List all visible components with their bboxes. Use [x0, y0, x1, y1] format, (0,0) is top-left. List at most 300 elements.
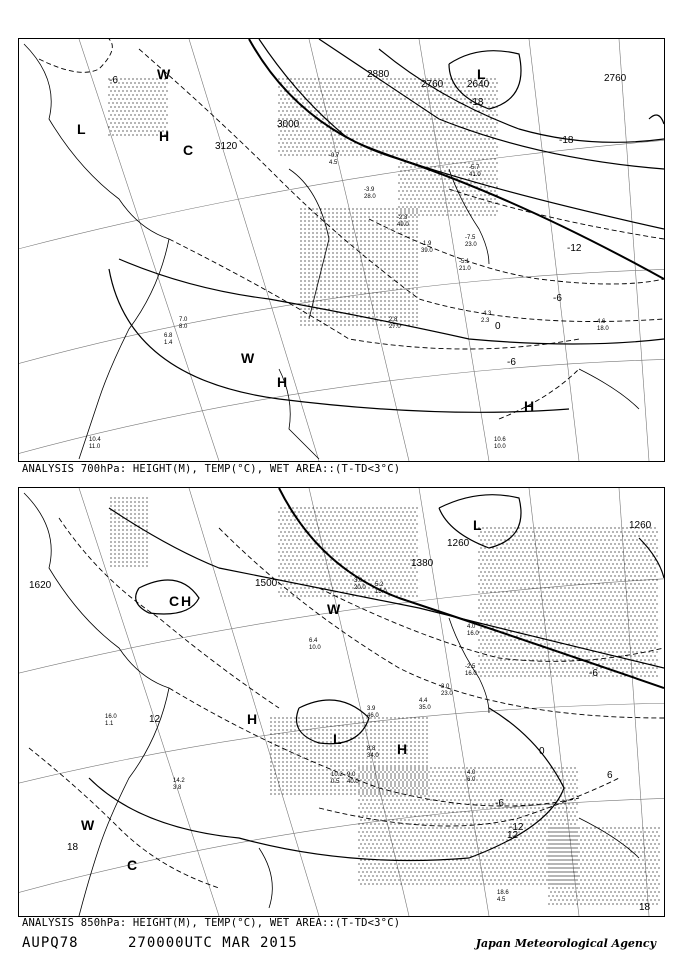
- wet-area-dot: [570, 559, 571, 560]
- wet-area-dot: [316, 252, 317, 253]
- wet-area-dot: [388, 308, 389, 309]
- wet-area-dot: [298, 110, 299, 111]
- wet-area-dot: [318, 535, 319, 536]
- wet-area-dot: [406, 543, 407, 544]
- wet-area-dot: [576, 667, 577, 668]
- wet-area-dot: [588, 571, 589, 572]
- wet-area-dot: [376, 595, 377, 596]
- wet-area-dot: [326, 559, 327, 560]
- wet-area-dot: [442, 150, 443, 151]
- wet-area-dot: [378, 118, 379, 119]
- wet-area-dot: [544, 531, 545, 532]
- wet-area-dot: [114, 565, 115, 566]
- wet-area-dot: [510, 655, 511, 656]
- wet-area-dot: [352, 507, 353, 508]
- wet-area-dot: [142, 525, 143, 526]
- wet-area-dot: [404, 531, 405, 532]
- wet-area-dot: [328, 82, 329, 83]
- wet-area-dot: [480, 122, 481, 123]
- wet-area-dot: [364, 531, 365, 532]
- wet-area-dot: [380, 138, 381, 139]
- wet-area-dot: [560, 547, 561, 548]
- wet-area-dot: [338, 551, 339, 552]
- wet-area-dot: [318, 134, 319, 135]
- wet-area-dot: [324, 240, 325, 241]
- wet-area-dot: [356, 304, 357, 305]
- wet-area-dot: [490, 647, 491, 648]
- wet-area-dot: [614, 551, 615, 552]
- wet-area-dot: [492, 635, 493, 636]
- wet-area-dot: [404, 114, 405, 115]
- wet-area-dot: [566, 527, 567, 528]
- wet-area-dot: [606, 599, 607, 600]
- wet-area-dot: [362, 134, 363, 135]
- wet-area-dot: [284, 114, 285, 115]
- wet-area-dot: [416, 292, 417, 293]
- wet-area-dot: [600, 675, 601, 676]
- wet-area-dot: [432, 98, 433, 99]
- wet-area-dot: [562, 639, 563, 640]
- wet-area-dot: [352, 308, 353, 309]
- wet-area-dot: [458, 198, 459, 199]
- wet-area-dot: [416, 106, 417, 107]
- wet-area-dot: [372, 284, 373, 285]
- wet-area-dot: [564, 675, 565, 676]
- wet-area-dot: [530, 567, 531, 568]
- wet-area-dot: [118, 521, 119, 522]
- wet-area-dot: [522, 655, 523, 656]
- wet-area-dot: [566, 631, 567, 632]
- wet-area-dot: [488, 675, 489, 676]
- wet-area-dot: [290, 535, 291, 536]
- wet-area-dot: [338, 543, 339, 544]
- wet-area-dot: [436, 178, 437, 179]
- wet-area-dot: [484, 138, 485, 139]
- wet-area-dot: [308, 308, 309, 309]
- wet-area-dot: [374, 94, 375, 95]
- wet-area-dot: [436, 154, 437, 155]
- wet-area-dot: [282, 110, 283, 111]
- wet-area-dot: [574, 615, 575, 616]
- wet-area-dot: [488, 138, 489, 139]
- wet-area-dot: [566, 559, 567, 560]
- wet-area-dot: [350, 118, 351, 119]
- wet-area-dot: [138, 521, 139, 522]
- wet-area-dot: [412, 507, 413, 508]
- wet-area-dot: [536, 579, 537, 580]
- wet-area-dot: [350, 575, 351, 576]
- wet-area-dot: [604, 603, 605, 604]
- wet-area-dot: [578, 575, 579, 576]
- wet-area-dot: [412, 272, 413, 273]
- wet-area-dot: [344, 555, 345, 556]
- wet-area-dot: [360, 312, 361, 313]
- wet-area-dot: [602, 663, 603, 664]
- wet-area-dot: [390, 543, 391, 544]
- wet-area-dot: [350, 519, 351, 520]
- wet-area-dot: [438, 158, 439, 159]
- wet-area-dot: [620, 531, 621, 532]
- wet-area-dot: [560, 659, 561, 660]
- wet-area-dot: [380, 212, 381, 213]
- wet-area-dot: [404, 178, 405, 179]
- wet-area-dot: [620, 563, 621, 564]
- wet-area-dot: [334, 583, 335, 584]
- wet-area-dot: [316, 288, 317, 289]
- wet-area-dot: [414, 150, 415, 151]
- wet-area-dot: [304, 563, 305, 564]
- wet-area-dot: [570, 631, 571, 632]
- wet-area-dot: [398, 511, 399, 512]
- wet-area-dot: [562, 583, 563, 584]
- wet-area-dot: [442, 102, 443, 103]
- wet-area-dot: [486, 615, 487, 616]
- wet-area-dot: [288, 515, 289, 516]
- wet-area-dot: [596, 619, 597, 620]
- wet-area-dot: [328, 272, 329, 273]
- wet-area-dot: [368, 252, 369, 253]
- wet-area-dot: [154, 90, 155, 91]
- wet-area-dot: [566, 567, 567, 568]
- wet-area-dot: [478, 551, 479, 552]
- wet-area-dot: [438, 110, 439, 111]
- wet-area-dot: [528, 619, 529, 620]
- wet-area-dot: [502, 551, 503, 552]
- wet-area-dot: [486, 663, 487, 664]
- wet-area-dot: [416, 272, 417, 273]
- wet-area-dot: [480, 154, 481, 155]
- wet-area-dot: [312, 515, 313, 516]
- wet-area-dot: [118, 98, 119, 99]
- wet-area-dot: [512, 587, 513, 588]
- wet-area-dot: [616, 547, 617, 548]
- wet-area-dot: [372, 130, 373, 131]
- wet-area-dot: [312, 571, 313, 572]
- wet-area-dot: [116, 110, 117, 111]
- wet-area-dot: [408, 186, 409, 187]
- wet-area-dot: [424, 122, 425, 123]
- wet-area-dot: [366, 126, 367, 127]
- wet-area-dot: [368, 515, 369, 516]
- wet-area-dot: [372, 555, 373, 556]
- wet-area-dot: [476, 194, 477, 195]
- wet-area-dot: [538, 623, 539, 624]
- wet-area-dot: [430, 118, 431, 119]
- wet-area-dot: [502, 527, 503, 528]
- wet-area-dot: [620, 539, 621, 540]
- wet-area-dot: [386, 118, 387, 119]
- wet-area-dot: [436, 146, 437, 147]
- wet-area-dot: [502, 599, 503, 600]
- wet-area-dot: [420, 202, 421, 203]
- wet-area-dot: [410, 166, 411, 167]
- wet-area-dot: [348, 579, 349, 580]
- wet-area-dot: [382, 110, 383, 111]
- wet-area-dot: [464, 106, 465, 107]
- wet-area-dot: [444, 146, 445, 147]
- wet-area-dot: [486, 214, 487, 215]
- wet-area-dot: [320, 272, 321, 273]
- wet-area-dot: [134, 533, 135, 534]
- wet-area-dot: [560, 571, 561, 572]
- wet-area-dot: [294, 102, 295, 103]
- wet-area-dot: [528, 587, 529, 588]
- wet-area-dot: [444, 210, 445, 211]
- wet-area-dot: [386, 551, 387, 552]
- wet-area-dot: [430, 182, 431, 183]
- wet-area-dot: [480, 675, 481, 676]
- wet-area-dot: [488, 595, 489, 596]
- wet-area-dot: [486, 182, 487, 183]
- wet-area-dot: [128, 78, 129, 79]
- wet-area-dot: [404, 154, 405, 155]
- wet-area-dot: [574, 583, 575, 584]
- wet-area-dot: [418, 142, 419, 143]
- wet-area-dot: [376, 515, 377, 516]
- wet-area-dot: [316, 146, 317, 147]
- wet-area-dot: [368, 122, 369, 123]
- wet-area-dot: [300, 130, 301, 131]
- wet-area-dot: [132, 118, 133, 119]
- wet-area-dot: [122, 561, 123, 562]
- wet-area-dot: [542, 599, 543, 600]
- wet-area-dot: [554, 615, 555, 616]
- wet-area-dot: [392, 507, 393, 508]
- wet-area-dot: [488, 122, 489, 123]
- wet-area-dot: [308, 507, 309, 508]
- wet-area-dot: [114, 497, 115, 498]
- wet-area-dot: [574, 551, 575, 552]
- wet-area-dot: [524, 595, 525, 596]
- wet-area-dot: [336, 82, 337, 83]
- wet-area-dot: [416, 154, 417, 155]
- wet-area-dot: [378, 535, 379, 536]
- wet-area-dot: [386, 559, 387, 560]
- wet-area-dot: [486, 631, 487, 632]
- wet-area-dot: [558, 591, 559, 592]
- wet-area-dot: [402, 86, 403, 87]
- wet-area-dot: [444, 82, 445, 83]
- wet-area-dot: [550, 615, 551, 616]
- wet-area-dot: [344, 595, 345, 596]
- wet-area-dot: [314, 559, 315, 560]
- wet-area-dot: [348, 82, 349, 83]
- wet-area-dot: [504, 563, 505, 564]
- wet-area-dot: [336, 272, 337, 273]
- wet-area-dot: [386, 575, 387, 576]
- wet-area-dot: [536, 611, 537, 612]
- wet-area-dot: [360, 228, 361, 229]
- wet-area-dot: [586, 575, 587, 576]
- wet-area-dot: [356, 232, 357, 233]
- wet-area-dot: [416, 507, 417, 508]
- wet-area-dot: [300, 114, 301, 115]
- wet-area-dot: [488, 114, 489, 115]
- wet-area-dot: [320, 208, 321, 209]
- wet-area-dot: [468, 210, 469, 211]
- wet-area-dot: [142, 114, 143, 115]
- wet-area-dot: [366, 110, 367, 111]
- station-value: 39.0: [421, 248, 433, 254]
- wet-area-dot: [328, 268, 329, 269]
- wet-area-dot: [376, 106, 377, 107]
- wet-area-dot: [534, 559, 535, 560]
- wet-area-dot: [430, 158, 431, 159]
- wet-area-dot: [342, 150, 343, 151]
- wet-area-dot: [588, 587, 589, 588]
- wet-area-dot: [554, 583, 555, 584]
- wet-area-dot: [564, 659, 565, 660]
- wet-area-dot: [398, 206, 399, 207]
- wet-area-dot: [146, 565, 147, 566]
- wet-area-dot: [330, 78, 331, 79]
- wet-area-dot: [566, 591, 567, 592]
- wet-area-dot: [366, 519, 367, 520]
- wet-area-dot: [368, 256, 369, 257]
- wet-area-dot: [508, 587, 509, 588]
- wet-area-dot: [310, 86, 311, 87]
- wet-area-dot: [506, 583, 507, 584]
- wet-area-dot: [398, 575, 399, 576]
- wet-area-dot: [358, 591, 359, 592]
- wet-area-dot: [396, 122, 397, 123]
- wet-area-dot: [518, 599, 519, 600]
- wet-area-dot: [280, 146, 281, 147]
- wet-area-dot: [372, 208, 373, 209]
- wet-area-dot: [422, 198, 423, 199]
- wet-area-dot: [466, 126, 467, 127]
- wet-area-dot: [378, 511, 379, 512]
- wet-area-dot: [382, 551, 383, 552]
- station-value: -4.3: [481, 311, 492, 317]
- wet-area-dot: [152, 126, 153, 127]
- wet-area-dot: [336, 276, 337, 277]
- wet-area-dot: [140, 134, 141, 135]
- wet-area-dot: [484, 90, 485, 91]
- wet-area-dot: [400, 186, 401, 187]
- wet-area-dot: [336, 138, 337, 139]
- wet-area-dot: [400, 146, 401, 147]
- wet-area-dot: [538, 559, 539, 560]
- wet-area-dot: [390, 527, 391, 528]
- wet-area-dot: [282, 142, 283, 143]
- wet-area-dot: [616, 571, 617, 572]
- wet-area-dot: [138, 130, 139, 131]
- wet-area-dot: [404, 300, 405, 301]
- wet-area-dot: [404, 296, 405, 297]
- wet-area-dot: [446, 86, 447, 87]
- wet-area-dot: [480, 555, 481, 556]
- wet-area-dot: [532, 595, 533, 596]
- wet-area-dot: [532, 675, 533, 676]
- wet-area-dot: [314, 583, 315, 584]
- wet-area-dot: [532, 603, 533, 604]
- wet-area-dot: [538, 615, 539, 616]
- wet-area-dot: [326, 134, 327, 135]
- wet-area-dot: [356, 555, 357, 556]
- wet-area-dot: [342, 527, 343, 528]
- wet-area-dot: [604, 643, 605, 644]
- wet-area-dot: [328, 232, 329, 233]
- wet-area-dot: [496, 82, 497, 83]
- wet-area-dot: [562, 671, 563, 672]
- wet-area-dot: [556, 539, 557, 540]
- wet-area-dot: [368, 228, 369, 229]
- wet-area-dot: [568, 579, 569, 580]
- wet-area-dot: [518, 535, 519, 536]
- wet-area-dot: [414, 214, 415, 215]
- wet-area-dot: [376, 256, 377, 257]
- wet-area-dot: [332, 98, 333, 99]
- wet-area-dot: [562, 607, 563, 608]
- wet-area-dot: [392, 228, 393, 229]
- wet-area-dot: [118, 525, 119, 526]
- wet-area-dot: [554, 639, 555, 640]
- wet-area-dot: [308, 555, 309, 556]
- wet-area-dot: [400, 154, 401, 155]
- wet-area-dot: [580, 675, 581, 676]
- wet-area-dot: [468, 202, 469, 203]
- wet-area-dot: [360, 563, 361, 564]
- wet-area-dot: [450, 158, 451, 159]
- wet-area-dot: [338, 150, 339, 151]
- wet-area-dot: [312, 523, 313, 524]
- wet-area-dot: [322, 583, 323, 584]
- wet-area-dot: [590, 575, 591, 576]
- wet-area-dot: [348, 220, 349, 221]
- wet-area-dot: [506, 527, 507, 528]
- wet-area-dot: [552, 675, 553, 676]
- wet-area-dot: [556, 659, 557, 660]
- wet-area-dot: [340, 232, 341, 233]
- wet-area-dot: [550, 671, 551, 672]
- wet-area-dot: [352, 563, 353, 564]
- wet-area-dot: [438, 174, 439, 175]
- wet-area-dot: [108, 126, 109, 127]
- wet-area-dot: [366, 86, 367, 87]
- wet-area-dot: [414, 511, 415, 512]
- wet-area-dot: [300, 316, 301, 317]
- wet-area-dot: [384, 114, 385, 115]
- wet-area-dot: [352, 154, 353, 155]
- wet-area-dot: [296, 98, 297, 99]
- wet-area-dot: [364, 272, 365, 273]
- wet-area-dot: [380, 90, 381, 91]
- wet-area-dot: [450, 206, 451, 207]
- wet-area-dot: [596, 571, 597, 572]
- wet-area-dot: [318, 78, 319, 79]
- wet-area-dot: [110, 565, 111, 566]
- wet-area-dot: [570, 527, 571, 528]
- wet-area-dot: [520, 595, 521, 596]
- wet-area-dot: [384, 312, 385, 313]
- wet-area-dot: [336, 228, 337, 229]
- wet-area-dot: [408, 284, 409, 285]
- wet-area-dot: [394, 126, 395, 127]
- wet-area-dot: [348, 523, 349, 524]
- wet-area-dot: [610, 591, 611, 592]
- wet-area-dot: [484, 603, 485, 604]
- wet-area-dot: [312, 547, 313, 548]
- wet-area-dot: [380, 324, 381, 325]
- wet-area-dot: [408, 515, 409, 516]
- wet-area-dot: [144, 86, 145, 87]
- wet-area-dot: [400, 170, 401, 171]
- wet-area-dot: [522, 543, 523, 544]
- wet-area-dot: [294, 559, 295, 560]
- wet-area-dot: [536, 571, 537, 572]
- wet-area-dot: [134, 549, 135, 550]
